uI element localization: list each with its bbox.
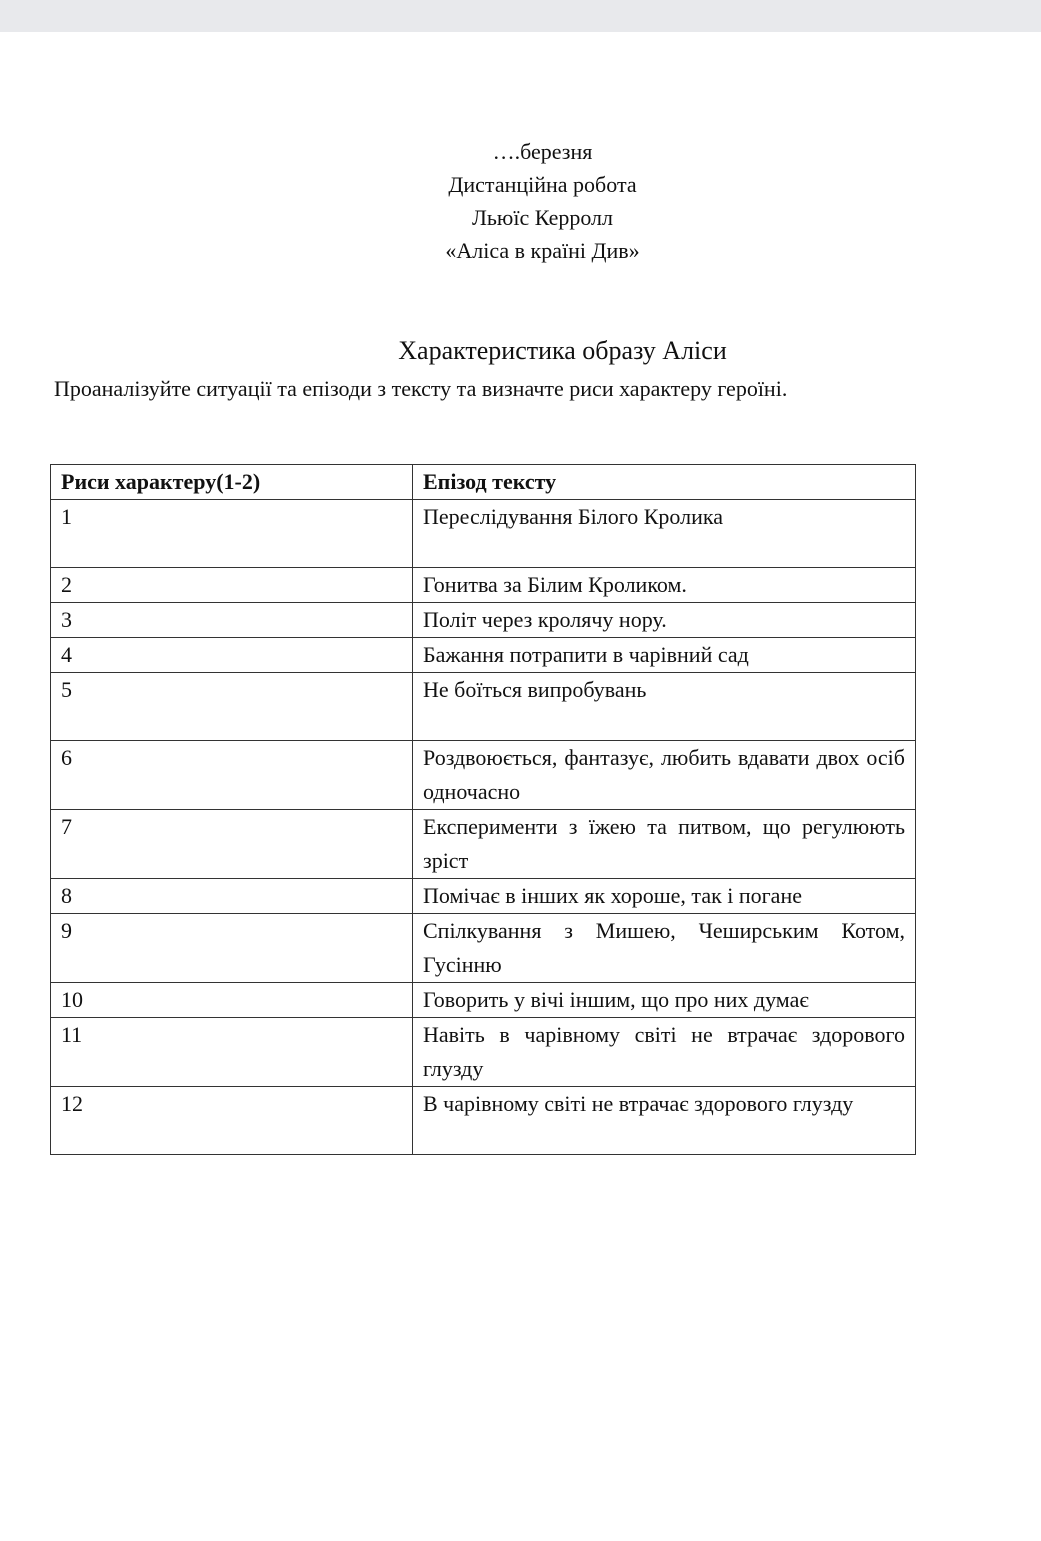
table-row — [51, 914, 916, 983]
row-episode: Переслідування Білого Кролика — [413, 500, 916, 568]
row-number: 12 — [51, 1087, 413, 1155]
column-header-traits: Риси характеру(1-2) — [51, 465, 413, 500]
table-row — [51, 1018, 916, 1087]
row-episode: Гонитва за Білим Кроликом. — [413, 568, 916, 603]
row-episode: Бажання потрапити в чарівний сад — [413, 638, 916, 673]
row-episode: Навіть в чарівному світі не втрачає здорового глузду — [413, 1018, 916, 1087]
row-episode: В чарівному світі не втрачає здорового глузду — [413, 1087, 916, 1155]
row-number: 5 — [51, 673, 413, 741]
table-row — [51, 1087, 916, 1155]
table-row — [51, 603, 916, 638]
row-number: 6 — [51, 741, 413, 810]
date-line: ….березня — [492, 139, 593, 164]
instruction: Проаналізуйте ситуації та епізоди з тексту та визначте риси характеру героїні. — [54, 376, 788, 401]
table-row — [51, 879, 916, 914]
row-episode: Роздвоюється, фантазує, любить вдавати двох осіб одночасно — [413, 741, 916, 810]
work-type: Дистанційна робота — [448, 172, 637, 197]
row-episode: Не боїться випробувань — [413, 673, 916, 741]
table-row — [51, 810, 916, 879]
row-number: 2 — [51, 568, 413, 603]
row-number: 10 — [51, 983, 413, 1018]
book-title: «Аліса в країні Див» — [445, 238, 640, 263]
table-row — [51, 568, 916, 603]
table-header — [51, 465, 916, 500]
row-episode: Експерименти з їжею та питвом, що регулюють зріст — [413, 810, 916, 879]
table-row — [51, 983, 916, 1018]
row-episode: Помічає в інших як хороше, так і погане — [413, 879, 916, 914]
row-number: 7 — [51, 810, 413, 879]
row-number: 1 — [51, 500, 413, 568]
row-number: 11 — [51, 1018, 413, 1087]
row-number: 9 — [51, 914, 413, 983]
row-episode: Говорить у вічі іншим, що про них думає — [413, 983, 916, 1018]
row-number: 8 — [51, 879, 413, 914]
column-header-episode: Епізод тексту — [413, 465, 916, 500]
character-table — [50, 464, 916, 1155]
row-number: 3 — [51, 603, 413, 638]
row-number: 4 — [51, 638, 413, 673]
table-row — [51, 500, 916, 568]
table-row — [51, 673, 916, 741]
table-row — [51, 741, 916, 810]
row-episode: Спілкування з Мишею, Чеширським Котом, Гусінню — [413, 914, 916, 983]
table-row — [51, 638, 916, 673]
row-episode: Політ через кролячу нору. — [413, 603, 916, 638]
page-title: Характеристика образу Аліси — [398, 336, 727, 365]
author: Льюїс Керролл — [471, 205, 614, 230]
top-bar — [0, 0, 1041, 32]
